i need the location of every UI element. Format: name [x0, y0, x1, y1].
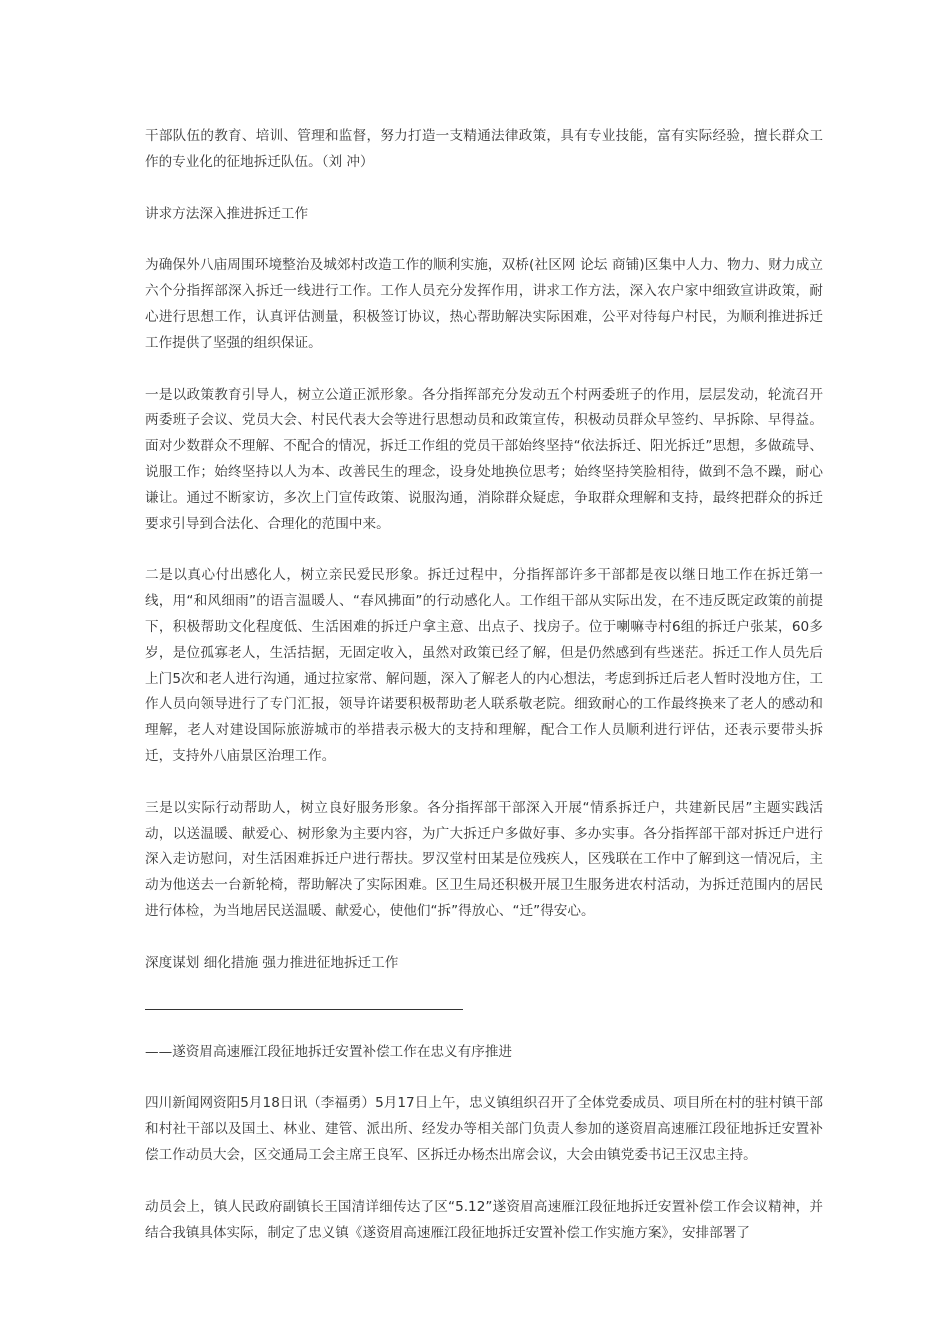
section-heading-methods: 讲求方法深入推进拆迁工作 — [145, 205, 309, 222]
article-body — [145, 124, 823, 1246]
paragraph-news: 四川新闻网资阳5月18日讯（李福勇）5月17日上午，忠义镇组织召开了全体党委成员、项目所在村的驻村镇干部和村社干部以及国土、林业、建管、派出所、经发办等相关部门负责人参加的遂资眉高速雁江段征地拆迁安置补偿工作动员大会，区交通局工会主席王良军、区拆迁办杨杰出席会议，大会由镇党委书记王汉忠主持。 — [145, 1095, 823, 1163]
article-subtitle: ——遂资眉高速雁江段征地拆迁安置补偿工作在忠义有序推进 — [145, 1043, 513, 1060]
section-heading-planning: 深度谋划 细化措施 强力推进征地拆迁工作 — [145, 954, 399, 971]
paragraph-overview: 为确保外八庙周围环境整治及城郊村改造工作的顺利实施，双桥(社区网 论坛 商铺)区集中人力、物力、财力成立六个分指挥部深入拆迁一线进行工作。工作人员充分发挥作用，讲求工作方法，深入农户家中细致宣讲政策，耐心进行思想工作，认真评估测量，积极签订协议，热心帮助解决实际困难，公平对待每户村民，为顺利推进拆迁工作提供了坚强的组织保证。 — [145, 257, 823, 351]
paragraph-intro: 干部队伍的教育、培训、管理和监督，努力打造一支精通法律政策，具有专业技能，富有实际经验，擅长群众工作的专业化的征地拆迁队伍。（刘 冲） — [145, 128, 823, 170]
paragraph-meeting: 动员会上，镇人民政府副镇长王国清详细传达了区“5.12”遂资眉高速雁江段征地拆迁安置补偿工作会议精神，并结合我镇具体实际，制定了忠义镇《遂资眉高速雁江段征地拆迁安置补偿工作实施方案》，安排部署了 — [145, 1198, 823, 1241]
paragraph-sincerity: 二是以真心付出感化人，树立亲民爱民形象。拆迁过程中，分指挥部许多干部都是夜以继日地工作在拆迁第一线，用“和风细雨”的语言温暖人、“春风拂面”的行动感化人。工作组干部从实际出发，在不违反既定政策的前提下，积极帮助文化程度低、生活困难的拆迁户拿主意、出点子、找房子。位于喇嘛寺村6组的拆迁户张某，60多岁，是位孤寡老人，生活拮据，无固定收入，虽然对政策已经了解，但是仍然感到有些迷茫。拆迁工作人员先后上门5次和老人进行沟通，通过拉家常、解问题，深入了解老人的内心想法，考虑到拆迁后老人暂时没地方住，工作人员向领导进行了专门汇报，领导许诺要积极帮助老人联系敬老院。细致耐心的工作最终换来了老人的感动和理解，老人对建设国际旅游城市的举措表示极大的支持和理解，配合工作人员顺利进行评估，还表示要带头拆迁，支持外八庙景区治理工作。 — [145, 567, 823, 764]
paragraph-action: 三是以实际行动帮助人，树立良好服务形象。各分指挥部干部深入开展“情系拆迁户，共建新民居”主题实践活动，以送温暖、献爱心、树形象为主要内容，为广大拆迁户多做好事、多办实事。各分指挥部干部对拆迁户进行深入走访慰问，对生活困难拆迁户进行帮扶。罗汉堂村田某是位残疾人，区残联在工作中了解到这一情况后，主动为他送去一台新轮椅，帮助解决了实际困难。区卫生局还积极开展卫生服务进农村活动，为拆迁范围内的居民进行体检，为当地居民送温暖、献爱心，使他们“拆”得放心、“迁”得安心。 — [145, 799, 823, 919]
paragraph-policy: 一是以政策教育引导人，树立公道正派形象。各分指挥部充分发动五个村两委班子的作用，层层发动，轮流召开两委班子会议、党员大会、村民代表大会等进行思想动员和政策宣传，积极动员群众早签约、早拆除、早得益。面对少数群众不理解、不配合的情况，拆迁工作组的党员干部始终坚持“依法拆迁、阳光拆迁”思想，多做疏导、说服工作；始终坚持以人为本、改善民生的理念，设身处地换位思考；始终坚持笑脸相待，做到不急不躁，耐心谦让。通过不断家访，多次上门宣传政策、说服沟通，消除群众疑虑，争取群众理解和支持，最终把群众的拆迁要求引导到合法化、合理化的范围中来。 — [145, 386, 823, 532]
